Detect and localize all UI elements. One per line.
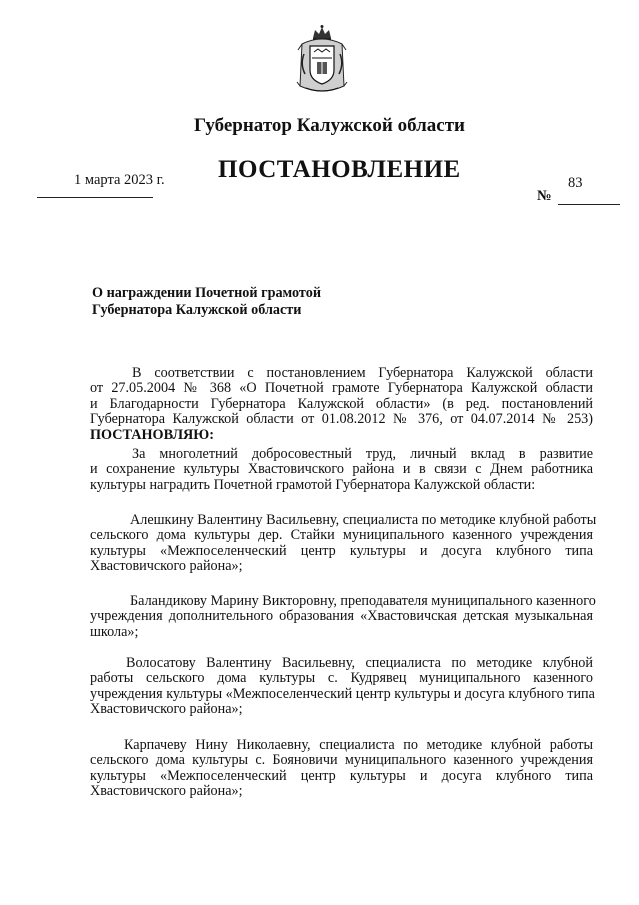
- awardee-paragraph: [90, 593, 596, 640]
- awardee-line: Алешкину Валентину Васильевну, специалиста по методике клубной работы: [130, 512, 597, 528]
- subject-line: О награждении Почетной грамотой: [92, 285, 321, 301]
- number-sign: №: [537, 188, 552, 204]
- awardee-paragraph: [90, 738, 593, 800]
- awardee-line: Баландикову Марину Викторовну, преподавателя муниципального казенного: [130, 593, 596, 609]
- awardee-line: культуры «Межпоселенческий центр культуры и досуга клубного типа: [90, 542, 593, 559]
- awardee-line: Карпачеву Нину Николаевну, специалиста по методике клубной работы: [124, 737, 593, 753]
- awardee-line: работы сельского дома культуры с. Кудрявец муниципального казенного: [90, 670, 593, 687]
- intro-line: культуры наградить Почетной грамотой Губернатора Калужской области:: [90, 476, 536, 493]
- preamble-line: Губернатора Калужской области от 01.08.2012 № 376, от 04.07.2014 № 253): [90, 411, 593, 428]
- intro-line: За многолетний добросовестный труд, личный вклад в развитие: [132, 446, 593, 462]
- preamble-line: и Благодарности Губернатора Калужской области» (в ред. постановлений: [90, 395, 593, 412]
- intro-line: и сохранение культуры Хвастовичского района и в связи с Днем работника: [90, 461, 593, 478]
- awardee-line: культуры «Межпоселенческий центр культуры и досуга клубного типа: [90, 767, 593, 784]
- awardee-line: сельского дома культуры дер. Стайки муниципального казенного учреждения: [90, 527, 593, 544]
- issuer-title: Губернатор Калужской области: [194, 115, 465, 136]
- awardee-line: Хвастовичского района»;: [90, 783, 243, 800]
- number-underline: [558, 204, 620, 205]
- document-type-title: ПОСТАНОВЛЕНИЕ: [218, 156, 461, 183]
- awardee-line: Хвастовичского района»;: [90, 701, 243, 718]
- preamble-paragraph: [90, 366, 593, 443]
- decree-number: 83: [568, 175, 583, 191]
- awardee-paragraph: [90, 512, 597, 575]
- preamble-line: от 27.05.2004 № 368 «О Почетной грамоте Губернатора Калужской области: [90, 380, 593, 397]
- awardee-line: школа»;: [90, 623, 139, 640]
- awardee-line: Хвастовичского района»;: [90, 558, 243, 575]
- awardee-line: учреждения культуры «Межпоселенческий центр культуры и досуга клубного типа: [90, 685, 595, 702]
- coat-of-arms-emblem: [296, 24, 348, 98]
- intro-paragraph: [90, 447, 593, 493]
- resolve-word: ПОСТАНОВЛЯЮ:: [90, 426, 215, 443]
- awardee-line: сельского дома культуры с. Бояновичи муниципального казенного учреждения: [90, 752, 593, 769]
- preamble-line: В соответствии с постановлением Губернатора Калужской области: [132, 365, 593, 381]
- awardee-paragraph: [90, 656, 593, 718]
- decree-subject: [92, 285, 392, 319]
- subject-line: Губернатора Калужской области: [92, 302, 302, 318]
- awardee-line: Волосатову Валентину Васильевну, специалиста по методике клубной: [126, 655, 593, 671]
- date-underline: [37, 197, 153, 198]
- decree-date: 1 марта 2023 г.: [74, 172, 165, 188]
- awardee-line: учреждения дополнительного образования «Хвастовичская детская музыкальная: [90, 608, 593, 625]
